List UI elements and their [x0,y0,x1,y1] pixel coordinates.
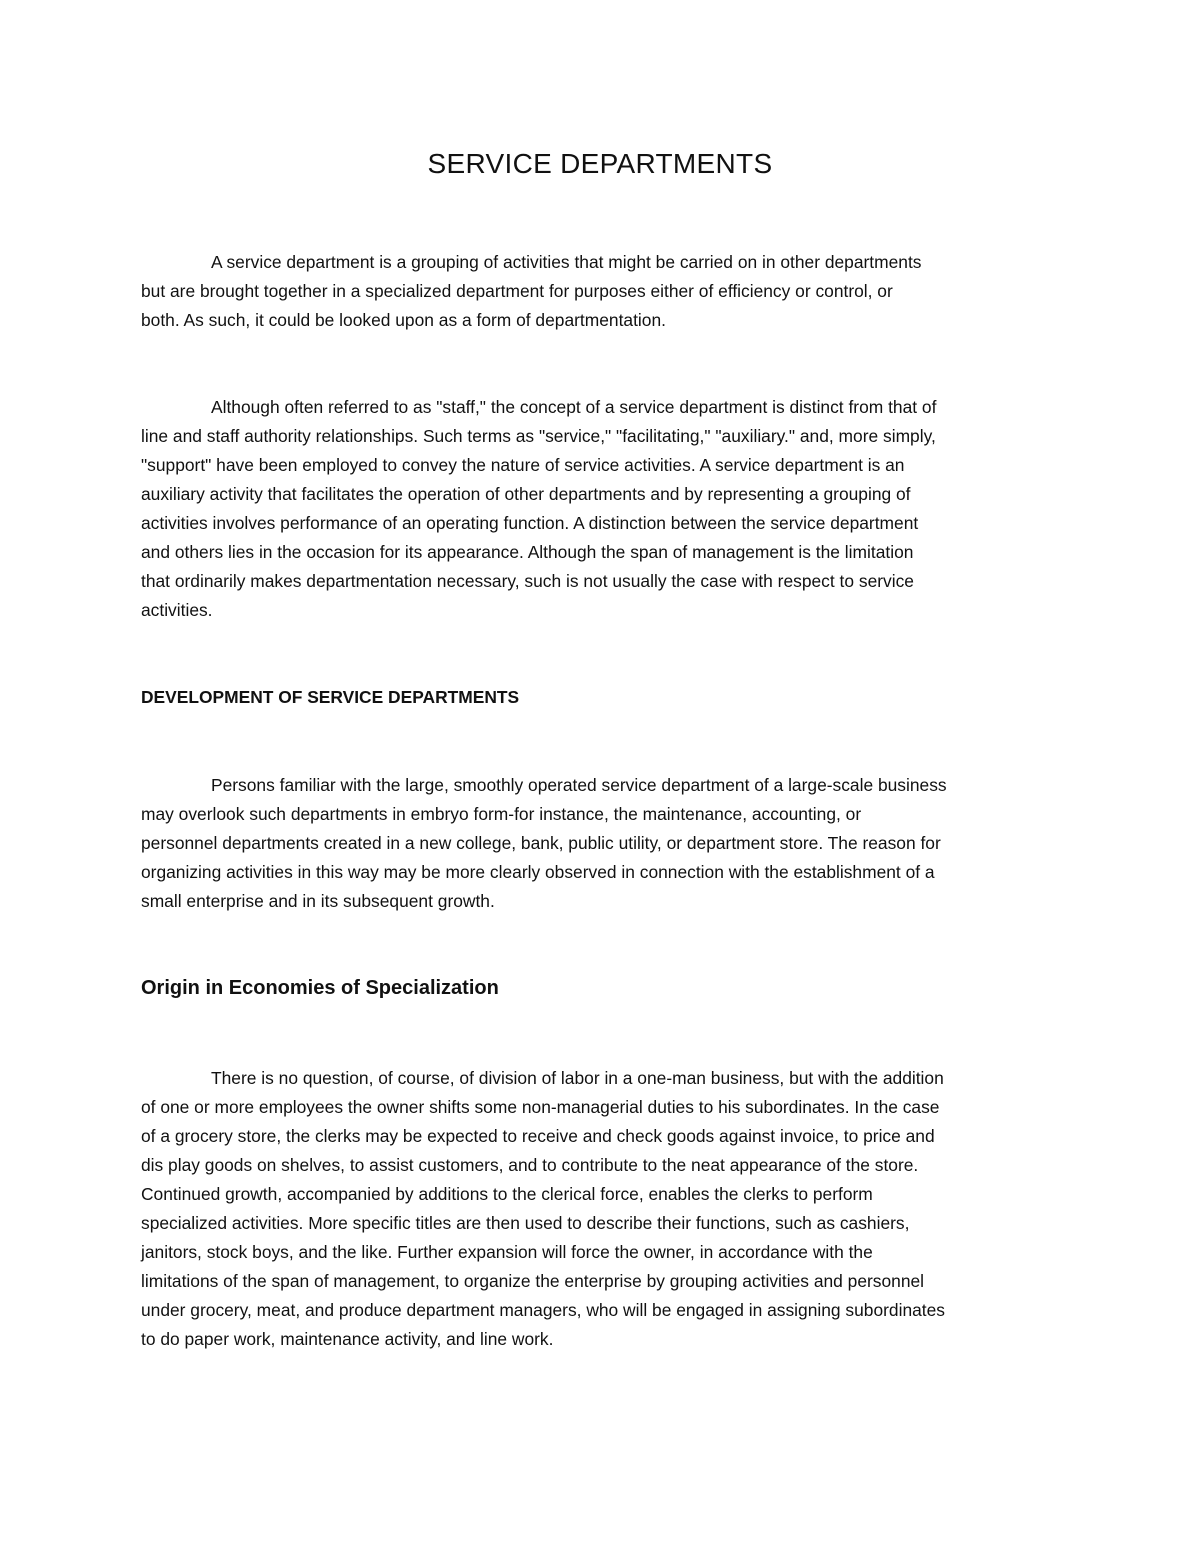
paragraph-line: activities involves performance of an operating function. A distinction between the service department [141,513,919,533]
paragraph-line: that ordinarily makes departmentation necessary, such is not usually the case with respect to service [141,571,914,591]
paragraph-line: limitations of the span of management, to organize the enterprise by grouping activities and personnel [141,1271,925,1291]
paragraph-line: may overlook such departments in embryo form-for instance, the maintenance, accounting, or [141,804,862,824]
paragraph-line: to do paper work, maintenance activity, and line work. [141,1329,554,1349]
paragraph-line: personnel departments created in a new college, bank, public utility, or department store. The reason for [141,833,941,853]
paragraph-service-definition [141,248,1061,335]
paragraph-line: organizing activities in this way may be more clearly observed in connection with the establishment of a [141,862,935,882]
paragraph-line: but are brought together in a specialized department for purposes either of efficiency or control, or [141,281,893,301]
paragraph-line: A service department is a grouping of activities that might be carried on in other departments [211,252,922,272]
paragraph-line: of one or more employees the owner shifts some non-managerial duties to his subordinates. In the case [141,1097,940,1117]
paragraph-line: "support" have been employed to convey the nature of service activities. A service department is an [141,455,905,475]
paragraph-origin [141,1064,1061,1354]
paragraph-development [141,771,1061,916]
paragraph-line: and others lies in the occasion for its appearance. Although the span of management is the limitation [141,542,914,562]
paragraph-staff-concept [141,393,1061,625]
paragraph-line: line and staff authority relationships. Such terms as "service," "facilitating," "auxiliary." and, more simply, [141,426,936,446]
heading-origin: Origin in Economies of Specialization [141,977,499,999]
paragraph-line: Although often referred to as "staff," the concept of a service department is distinct from that of [211,397,937,417]
paragraph-line: Persons familiar with the large, smoothly operated service department of a large-scale business [211,775,947,795]
document-title: SERVICE DEPARTMENTS [427,148,773,179]
heading-development: DEVELOPMENT OF SERVICE DEPARTMENTS [141,687,520,707]
paragraph-line: of a grocery store, the clerks may be expected to receive and check goods against invoice, to price and [141,1126,935,1146]
paragraph-line: There is no question, of course, of division of labor in a one-man business, but with the addition [211,1068,944,1088]
paragraph-line: specialized activities. More specific titles are then used to describe their functions, such as cashiers, [141,1213,910,1233]
paragraph-line: small enterprise and in its subsequent growth. [141,891,495,911]
paragraph-line: auxiliary activity that facilitates the operation of other departments and by representing a grouping of [141,484,911,504]
paragraph-line: under grocery, meat, and produce department managers, who will be engaged in assigning subordinates [141,1300,946,1320]
paragraph-line: Continued growth, accompanied by additions to the clerical force, enables the clerks to perform [141,1184,873,1204]
paragraph-line: janitors, stock boys, and the like. Further expansion will force the owner, in accordance with the [141,1242,873,1262]
paragraph-line: dis play goods on shelves, to assist customers, and to contribute to the neat appearance of the store. [141,1155,919,1175]
paragraph-line: both. As such, it could be looked upon as a form of departmentation. [141,310,666,330]
paragraph-line: activities. [141,600,213,620]
